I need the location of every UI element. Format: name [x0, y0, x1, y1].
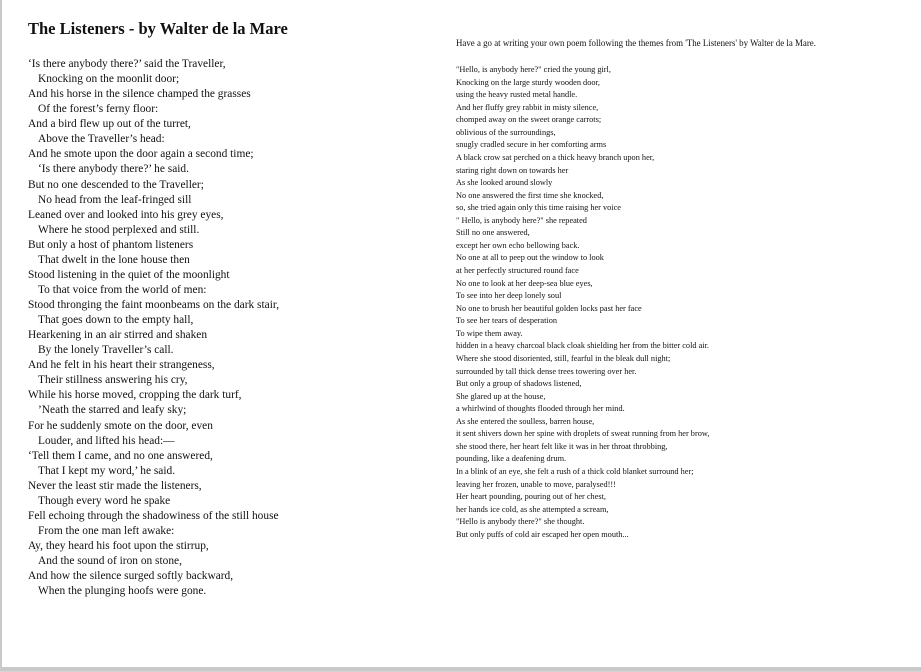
poem-line: Leaned over and looked into his grey eyes, [28, 208, 224, 221]
student-poem-line: oblivious of the surroundings, [456, 127, 556, 137]
poem-title: The Listeners - by Walter de la Mare [28, 19, 288, 38]
student-poem-line: No one at all to peep out the window to look [456, 253, 604, 263]
student-poem-line: In a blink of an eye, she felt a rush of a thick cold blanket surround her; [456, 467, 694, 476]
student-poem-line: Still no one answered, [456, 228, 530, 238]
student-poem-line: But only puffs of cold air escaped her open mouth... [456, 529, 629, 539]
poem-line: ‘Is there anybody there?’ said the Traveller, [28, 58, 226, 70]
poem-line: That dwelt in the lone house then [38, 253, 190, 266]
poem-line: Of the forest’s ferny floor: [38, 103, 159, 116]
poem-line: Stood listening in the quiet of the moonlight [28, 268, 230, 281]
student-poem-line: A black crow sat perched on a thick heavy branch upon her, [456, 152, 655, 162]
student-poem-line: a whirlwind of thoughts flooded through her mind. [456, 404, 625, 414]
poem-line: ‘Is there anybody there?’ he said. [38, 163, 189, 176]
student-poem-line: chomped away on the sweet orange carrots; [456, 115, 602, 125]
student-poem-line: Her heart pounding, pouring out of her chest, [456, 492, 606, 502]
student-poem [456, 64, 896, 541]
poem-line: Never the least stir made the listeners, [28, 479, 202, 492]
poem-line: Where he stood perplexed and still. [38, 223, 200, 236]
original-poem [28, 57, 428, 599]
document-page [2, 0, 921, 667]
poem-line: And his horse in the silence champed the grasses [28, 88, 251, 101]
poem-line: For he suddenly smote on the door, even [28, 419, 213, 432]
student-poem-line: it sent shivers down her spine with droplets of sweat running from her brow, [456, 429, 710, 439]
poem-line: To that voice from the world of men: [38, 283, 207, 296]
poem-line: And how the silence surged softly backward, [28, 570, 234, 583]
student-poem-line: surrounded by tall thick dense trees towering over her. [456, 366, 637, 376]
poem-line: And the sound of iron on stone, [38, 555, 182, 568]
student-poem-line: pounding, like a deafening drum. [456, 454, 567, 464]
poem-line: But only a host of phantom listeners [28, 238, 194, 251]
student-poem-line: To see into her deep lonely soul [456, 291, 562, 301]
poem-line: ’Neath the starred and leafy sky; [38, 404, 187, 417]
student-poem-line: snugly cradled secure in her comforting arms [456, 140, 607, 150]
poem-line: That goes down to the empty hall, [38, 314, 194, 327]
poem-line: ‘Tell them I came, and no one answered, [28, 449, 213, 462]
student-poem-line: To wipe them away. [456, 328, 523, 338]
student-poem-line: And her fluffy grey rabbit in misty silence, [456, 102, 599, 112]
poem-line: But no one descended to the Traveller; [28, 178, 204, 191]
original-poem-column [28, 18, 428, 599]
student-poem-line: As she entered the soulless, barren house, [456, 416, 595, 426]
student-poem-line: leaving her frozen, unable to move, paralysed!!! [456, 479, 616, 489]
poem-line: From the one man left awake: [38, 524, 175, 537]
poem-line: When the plunging hoofs were gone. [38, 585, 207, 598]
student-poem-line: No one to brush her beautiful golden locks past her face [456, 303, 642, 313]
student-poem-line: No one to look at her deep-sea blue eyes, [456, 278, 593, 288]
student-poem-line: staring right down on towards her [456, 165, 569, 175]
student-poem-line: using the heavy rusted metal handle. [456, 90, 578, 100]
poem-line: Louder, and lifted his head:— [38, 434, 175, 447]
student-poem-line: "Hello is anybody there?" she thought. [456, 517, 585, 527]
student-poem-line: "Hello, is anybody here?" cried the young girl, [456, 65, 611, 74]
student-poem-line: Knocking on the large sturdy wooden door, [456, 77, 600, 87]
student-poem-line: so, she tried again only this time raising her voice [456, 203, 621, 213]
poem-line: And he smote upon the door again a second time; [28, 148, 254, 161]
poem-line: And a bird flew up out of the turret, [28, 118, 191, 131]
student-poem-line: her hands ice cold, as she attempted a scream, [456, 504, 609, 514]
poem-line: Their stillness answering his cry, [38, 374, 188, 387]
student-poem-line: she stood there, her heart felt like it was in her throat throbbing, [456, 441, 668, 451]
student-poem-line: She glared up at the house, [456, 391, 546, 401]
poem-line: And he felt in his heart their strangeness, [28, 359, 215, 372]
student-poem-line: But only a group of shadows listened, [456, 379, 582, 389]
student-poem-line: Where she stood disoriented, still, fearful in the bleak dull night; [456, 353, 671, 363]
poem-line: By the lonely Traveller’s call. [38, 344, 174, 357]
poem-line: Knocking on the moonlit door; [38, 73, 180, 86]
student-poem-line: To see her tears of desperation [456, 316, 558, 326]
poem-line: Above the Traveller’s head: [38, 133, 165, 146]
student-poem-line: As she looked around slowly [456, 178, 553, 188]
poem-line: Ay, they heard his foot upon the stirrup, [28, 540, 209, 552]
student-poem-line: except her own echo bellowing back. [456, 240, 580, 250]
writing-prompt: Have a go at writing your own poem following the themes from 'The Listeners' by Walter de la Mare. [456, 38, 816, 48]
poem-line: Though every word he spake [38, 494, 171, 507]
poem-line: No head from the leaf-fringed sill [38, 193, 192, 206]
student-poem-line: No one answered the first time she knocked, [456, 190, 604, 200]
poem-line: Stood thronging the faint moonbeams on the dark stair, [28, 299, 280, 311]
student-poem-line: at her perfectly structured round face [456, 266, 579, 275]
poem-line: Hearkening in an air stirred and shaken [28, 329, 208, 342]
student-poem-line: hidden in a heavy charcoal black cloak shielding her from the bitter cold air. [456, 341, 709, 351]
poem-line: That I kept my word,’ he said. [38, 464, 176, 477]
poem-line: Fell echoing through the shadowiness of the still house [28, 509, 279, 522]
student-poem-line: " Hello, is anybody here?" she repeated [456, 215, 587, 225]
student-poem-column [456, 37, 896, 541]
poem-line: While his horse moved, cropping the dark turf, [28, 389, 242, 402]
